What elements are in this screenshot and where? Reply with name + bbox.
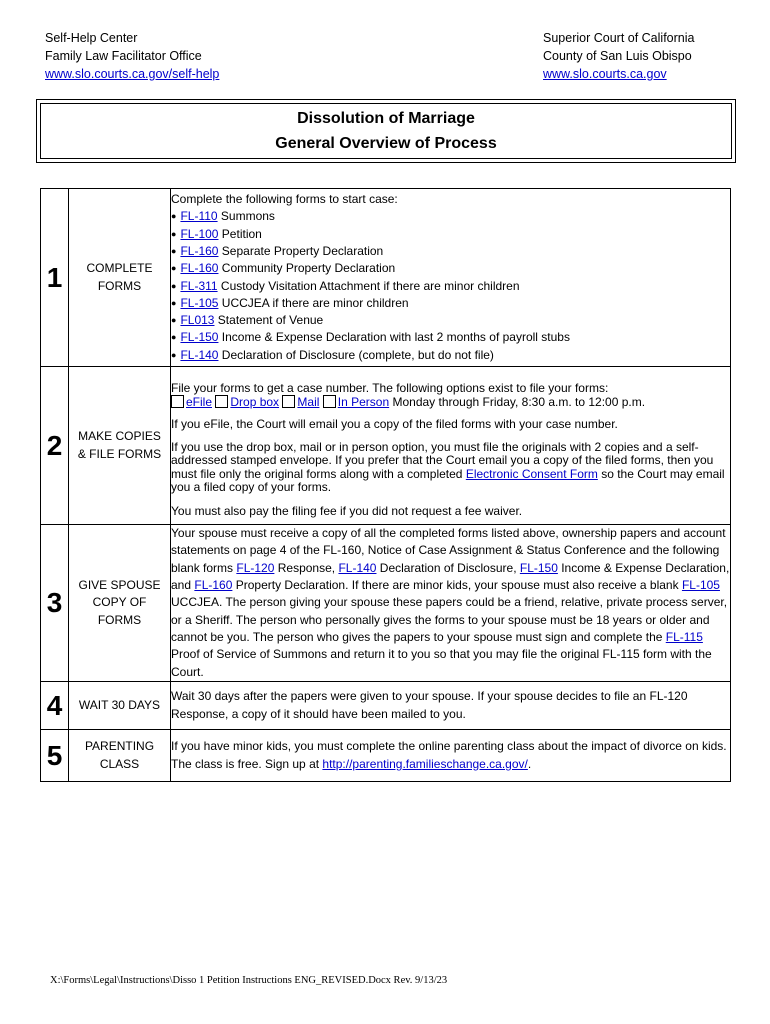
list-item: ● FL-160 Separate Property Declaration: [171, 243, 730, 260]
form-link[interactable]: FL-100: [180, 226, 219, 241]
form-link[interactable]: FL-105: [180, 295, 219, 310]
list-item: ● FL013 Statement of Venue: [171, 312, 730, 329]
efile-checkbox[interactable]: [171, 395, 184, 408]
step-number: 2: [41, 367, 69, 525]
step-number: 5: [41, 730, 69, 782]
mail-link[interactable]: Mail: [297, 395, 320, 409]
form-link[interactable]: FL-105: [681, 578, 720, 593]
form-link[interactable]: FL-115: [665, 629, 703, 644]
form-link[interactable]: FL-160: [194, 578, 233, 593]
form-link[interactable]: FL-150: [519, 560, 558, 575]
step-body: [171, 189, 731, 367]
step-row-2: [41, 367, 731, 525]
efile-link[interactable]: eFile: [186, 395, 213, 409]
in-person-link[interactable]: In Person: [337, 395, 390, 409]
list-item: ● FL-105 UCCJEA if there are minor children: [171, 295, 730, 312]
header-right: [543, 29, 694, 83]
form-link[interactable]: FL-140: [180, 347, 219, 362]
court-name-label: Superior Court of California: [543, 31, 695, 45]
step-body: Wait 30 days after the papers were given to your spouse. If your spouse decides to file an FL-120 Response, a copy of it should have been mailed to you.: [171, 682, 731, 730]
drop-box-checkbox[interactable]: [215, 395, 228, 408]
step-body: Your spouse must receive a copy of all the completed forms listed above, ownership papers and account statements on page 4 of the FL-160, Notice of Case Assignment & Status Conference and the following blank forms FL-120 Response, FL-140 Declaration of Disclosure, FL-150 Income & Expense Declaration, and FL-160 Property Declaration. If there are minor kids, your spouse must also receive a blank FL-105 UCCJEA. The person giving your spouse these papers could be a friend, relative, private process server, or a Sheriff. The person who personally gives the forms to your spouse must be 18 years or older and cannot be you. The person who gives the papers to your spouse must sign and complete the FL-115 Proof of Service of Summons and return it to you so that you may file the original FL-115 form with the Court.: [171, 525, 731, 682]
title-box: [36, 99, 736, 163]
self-help-link[interactable]: www.slo.courts.ca.gov/self-help: [45, 67, 220, 81]
step-label: MAKE COPIES & FILE FORMS: [69, 367, 171, 525]
step-label: PARENTING CLASS: [69, 730, 171, 782]
form-link[interactable]: FL-160: [180, 243, 219, 258]
footer-path: X:\Forms\Legal\Instructions\Disso 1 Petition Instructions ENG_REVISED.Docx Rev. 9/13/23: [50, 975, 448, 986]
form-link[interactable]: FL-140: [338, 560, 377, 575]
form-link[interactable]: FL-160: [180, 261, 219, 276]
step-number: 4: [41, 682, 69, 730]
step-row-1: [41, 189, 731, 367]
facilitator-office-label: Family Law Facilitator Office: [45, 49, 202, 63]
filing-options: eFile Drop box Mail In Person Monday through Friday, 8:30 a.m. to 12:00 p.m.: [171, 395, 730, 409]
efile-paragraph: If you eFile, the Court will email you a copy of the filed forms with your case number.: [171, 417, 618, 431]
in-person-checkbox[interactable]: [323, 395, 336, 408]
document-subtitle: General Overview of Process: [275, 135, 497, 152]
list-item: ● FL-140 Declaration of Disclosure (complete, but do not file): [171, 347, 730, 364]
form-link[interactable]: FL-120: [236, 560, 275, 575]
document-title: Dissolution of Marriage: [297, 110, 475, 127]
step-intro: File your forms to get a case number. The following options exist to file your forms:: [171, 381, 609, 395]
county-label: County of San Luis Obispo: [543, 49, 692, 63]
form-link[interactable]: FL-110: [180, 209, 218, 224]
step-intro: Complete the following forms to start case:: [171, 192, 398, 207]
step-label: WAIT 30 DAYS: [69, 682, 171, 730]
list-item: ● FL-311 Custody Visitation Attachment if there are minor children: [171, 278, 730, 295]
list-item: ● FL-160 Community Property Declaration: [171, 260, 730, 277]
list-item: ● FL-150 Income & Expense Declaration with last 2 months of payroll stubs: [171, 329, 730, 346]
mail-checkbox[interactable]: [282, 395, 295, 408]
self-help-center-label: Self-Help Center: [45, 31, 138, 45]
form-link[interactable]: FL-311: [180, 278, 218, 293]
step-row-5: [41, 730, 731, 782]
step-body: [171, 367, 731, 525]
electronic-consent-link[interactable]: Electronic Consent Form: [465, 466, 598, 481]
step-number: 1: [41, 189, 69, 367]
drop-box-link[interactable]: Drop box: [230, 395, 280, 409]
list-item: ● FL-100 Petition: [171, 226, 730, 243]
step-body: If you have minor kids, you must complete the online parenting class about the impact of divorce on kids. The class is free. Sign up at http://parenting.familieschange.ca.gov/.: [171, 730, 731, 782]
list-item: ● FL-110 Summons: [171, 208, 730, 225]
form-link[interactable]: FL013: [180, 313, 215, 328]
steps-table: [40, 188, 731, 782]
filing-fee-paragraph: You must also pay the filing fee if you did not request a fee waiver.: [171, 503, 523, 518]
step-label: COMPLETE FORMS: [69, 189, 171, 367]
court-website-link[interactable]: www.slo.courts.ca.gov: [543, 67, 667, 81]
step-number: 3: [41, 525, 69, 682]
step-row-4: [41, 682, 731, 730]
drop-box-paragraph: If you use the drop box, mail or in person option, you must file the originals with 2 copies and a self-addressed stamped envelope. If you prefer that the Court email you a copy of the filed forms, then you must file only the original forms along with a completed Electronic Consent Form so the Court may email you a filed copy of your forms.: [171, 439, 725, 494]
form-link[interactable]: FL-150: [180, 330, 219, 345]
header-left: [45, 29, 219, 83]
parenting-class-link[interactable]: http://parenting.familieschange.ca.gov/: [322, 756, 528, 771]
step-row-3: [41, 525, 731, 682]
step-label: GIVE SPOUSE COPY OF FORMS: [69, 525, 171, 682]
